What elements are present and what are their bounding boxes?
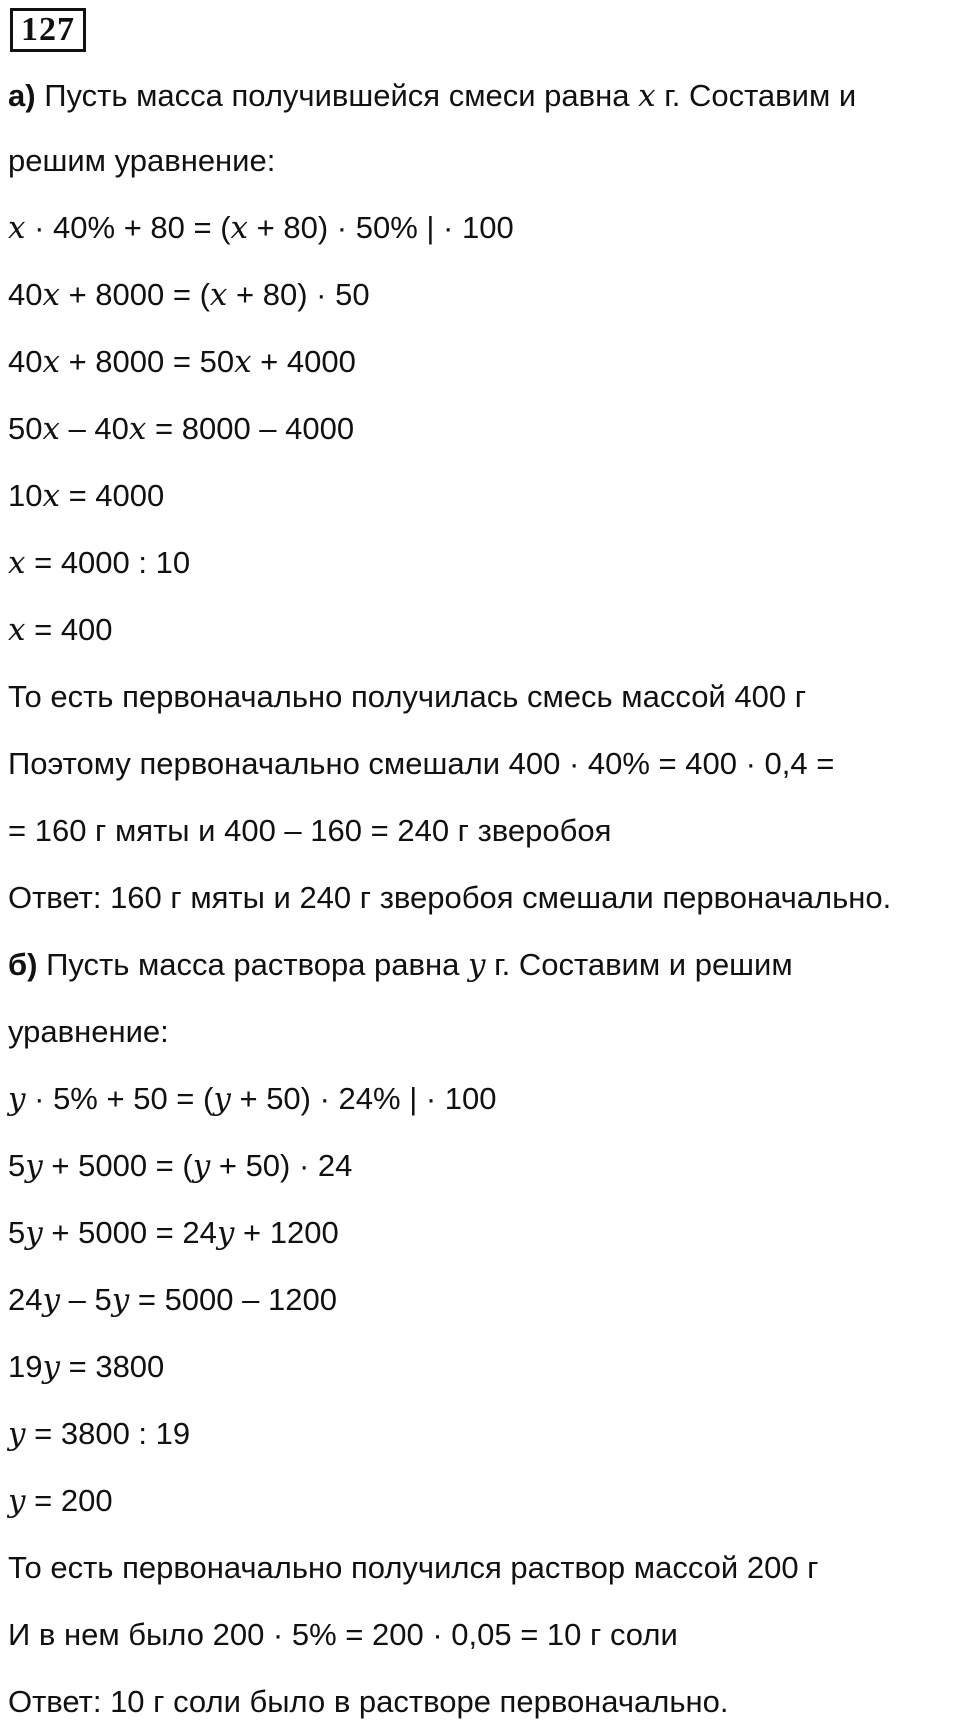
variable-y: y <box>467 947 486 983</box>
part-b-label: б) <box>8 947 38 982</box>
part-b-equation-6: y = 3800 : 19 <box>8 1416 191 1452</box>
part-a-equation-6: x = 4000 : 10 <box>8 545 191 581</box>
part-a-answer: Ответ: 160 г мяты и 240 г зверобоя смешали первоначально. <box>8 880 892 915</box>
part-b-equation-5: 19y = 3800 <box>8 1349 165 1385</box>
part-b-equation-1: y · 5% + 50 = (y + 50) · 24% | · 100 <box>8 1081 497 1117</box>
part-a-text-2: Поэтому первоначально смешали 400 · 40% = 400 · 0,4 = <box>8 746 835 781</box>
variable-x: x <box>638 78 656 114</box>
part-a-equation-1: x · 40% + 80 = (x + 80) · 50% | · 100 <box>8 210 514 246</box>
part-a-equation-5: 10x = 4000 <box>8 478 165 514</box>
part-a-label: а) <box>8 78 36 113</box>
part-a-text-1: То есть первоначально получилась смесь массой 400 г <box>8 679 807 714</box>
part-a-intro-line1: а) Пусть масса получившейся смеси равна x г. Составим и <box>8 78 857 114</box>
part-b-equation-3: 5y + 5000 = 24y + 1200 <box>8 1215 339 1251</box>
part-a-intro-line2: решим уравнение: <box>8 143 276 178</box>
part-b-text-1: То есть первоначально получился раствор массой 200 г <box>8 1550 819 1585</box>
part-b-intro-line2: уравнение: <box>8 1014 169 1049</box>
part-b-intro-line1: б) Пусть масса раствора равна y г. Составим и решим <box>8 947 793 983</box>
part-b-equation-4: 24y – 5y = 5000 – 1200 <box>8 1282 337 1318</box>
part-a-equation-7: x = 400 <box>8 612 113 648</box>
part-b-text-2: И в нем было 200 · 5% = 200 · 0,05 = 10 г соли <box>8 1617 678 1652</box>
part-a-text-3: = 160 г мяты и 400 – 160 = 240 г зверобоя <box>8 813 612 848</box>
part-a-equation-3: 40x + 8000 = 50x + 4000 <box>8 344 356 380</box>
part-b-answer: Ответ: 10 г соли было в растворе первоначально. <box>8 1684 729 1719</box>
part-b-equation-2: 5y + 5000 = (y + 50) · 24 <box>8 1148 353 1184</box>
part-a-equation-4: 50x – 40x = 8000 – 4000 <box>8 411 355 447</box>
part-a-equation-2: 40x + 8000 = (x + 80) · 50 <box>8 277 370 313</box>
task-number: 127 <box>10 8 86 52</box>
part-b-equation-7: y = 200 <box>8 1483 113 1519</box>
